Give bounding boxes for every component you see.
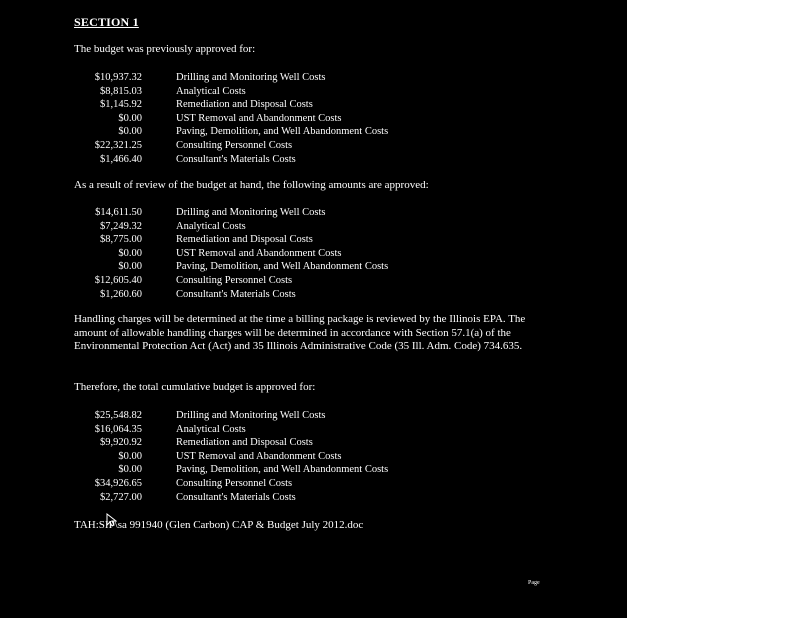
cost-label: Analytical Costs xyxy=(176,423,246,435)
cost-label: Consulting Personnel Costs xyxy=(176,139,293,151)
table-row xyxy=(74,436,388,450)
amount: $0.00 xyxy=(118,464,142,476)
handling-charges-paragraph: Handling charges will be determined at the time a billing package is reviewed by the Illinois EPA. The amount of allowable handling charges will be determined in accordance with Section 57.1(a) of the Environmental Protection Act (Act) and 35 Illinois Administrative Code (35 Ill. Adm. Code) 734.635. xyxy=(74,313,526,352)
amount: $25,548.82 xyxy=(94,410,142,421)
table-row xyxy=(74,247,388,261)
previous-budget-intro: The budget was previously approved for: xyxy=(74,43,256,55)
amount: $14,611.50 xyxy=(95,207,142,218)
cost-label: Analytical Costs xyxy=(176,85,246,97)
table-row xyxy=(74,409,388,423)
cost-label: Paving, Demolition, and Well Abandonment Costs xyxy=(176,464,389,476)
amount: $9,920.92 xyxy=(100,437,142,449)
table-row xyxy=(74,98,388,112)
cost-label: Consulting Personnel Costs xyxy=(176,274,293,286)
table-row xyxy=(74,85,388,99)
amount: $1,145.92 xyxy=(100,99,142,111)
amount: $0.00 xyxy=(118,112,142,124)
amount: $16,064.35 xyxy=(94,423,142,435)
cost-label: UST Removal and Abandonment Costs xyxy=(176,112,342,124)
section-heading: SECTION 1 xyxy=(74,15,139,29)
cost-label: Remediation and Disposal Costs xyxy=(176,437,313,449)
table-row xyxy=(74,153,388,167)
amount: $12,605.40 xyxy=(94,274,142,286)
cost-label: Remediation and Disposal Costs xyxy=(176,234,313,246)
previous-budget-table xyxy=(74,71,388,166)
table-row xyxy=(74,206,388,220)
amount: $0.00 xyxy=(118,247,142,259)
review-intro: As a result of review of the budget at hand, the following amounts are approved: xyxy=(74,179,429,191)
amount: $0.00 xyxy=(118,126,142,138)
table-row xyxy=(74,125,388,139)
amount: $1,466.40 xyxy=(100,153,142,165)
table-row xyxy=(74,260,388,274)
table-row xyxy=(74,220,388,234)
approved-budget-table xyxy=(74,206,388,301)
cost-label: Paving, Demolition, and Well Abandonment Costs xyxy=(176,261,389,273)
amount: $2,727.00 xyxy=(100,491,142,503)
table-row xyxy=(74,274,388,288)
cost-label: Drilling and Monitoring Well Costs xyxy=(176,410,326,421)
cost-label: UST Removal and Abandonment Costs xyxy=(176,247,342,259)
table-row xyxy=(74,139,388,153)
amount: $0.00 xyxy=(118,261,142,273)
cumulative-intro: Therefore, the total cumulative budget is approved for: xyxy=(74,381,316,393)
table-row xyxy=(74,491,388,505)
amount: $10,937.32 xyxy=(94,72,142,83)
table-row xyxy=(74,463,388,477)
table-row xyxy=(74,233,388,247)
table-row xyxy=(74,423,388,437)
cost-label: Consultant's Materials Costs xyxy=(176,288,296,300)
table-row xyxy=(74,288,388,302)
page-mark: Page xyxy=(528,580,540,586)
cumulative-budget-table xyxy=(74,409,388,504)
amount: $8,775.00 xyxy=(100,234,142,246)
table-row xyxy=(74,477,388,491)
cost-label: Consultant's Materials Costs xyxy=(176,153,296,165)
cost-label: UST Removal and Abandonment Costs xyxy=(176,450,342,462)
amount: $7,249.32 xyxy=(100,220,142,232)
amount: $8,815.03 xyxy=(100,85,142,97)
table-row xyxy=(74,112,388,126)
cost-label: Consultant's Materials Costs xyxy=(176,491,296,503)
amount: $1,260.60 xyxy=(100,288,142,300)
cost-label: Drilling and Monitoring Well Costs xyxy=(176,207,326,218)
cost-label: Paving, Demolition, and Well Abandonment Costs xyxy=(176,126,389,138)
amount: $0.00 xyxy=(118,450,142,462)
cost-label: Drilling and Monitoring Well Costs xyxy=(176,72,326,83)
mouse-cursor-icon xyxy=(106,513,117,527)
cost-label: Consulting Personnel Costs xyxy=(176,477,293,489)
amount: $34,926.65 xyxy=(94,477,142,489)
amount: $22,321.25 xyxy=(94,139,142,151)
table-row xyxy=(74,450,388,464)
cost-label: Analytical Costs xyxy=(176,220,246,232)
document-footer: TAH:SIP\sa 991940 (Glen Carbon) CAP & Budget July 2012.doc xyxy=(74,519,364,531)
cost-label: Remediation and Disposal Costs xyxy=(176,99,313,111)
table-row xyxy=(74,71,388,85)
